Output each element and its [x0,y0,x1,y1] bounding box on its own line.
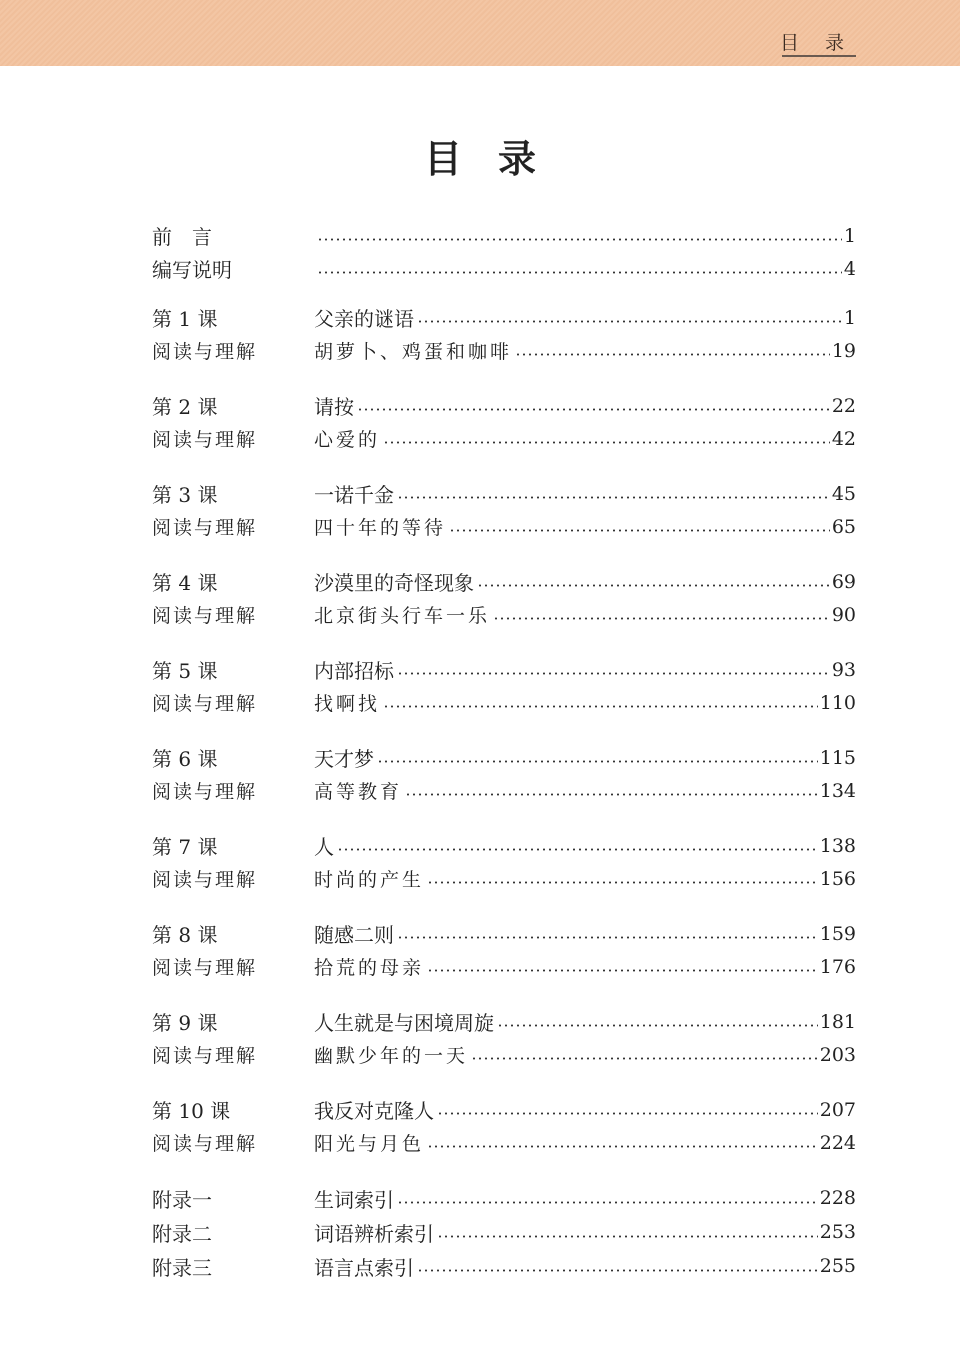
dot-leader [383,441,830,444]
entry-label: 阅读与理解 [152,869,258,891]
page-number: 1 [843,306,856,329]
toc-group [152,829,856,895]
entry-label: 第 3 课 [152,483,218,507]
toc-entry[interactable] [152,829,856,862]
dot-leader [383,705,818,708]
entry-label: 第 7 课 [152,835,218,859]
toc-group [152,565,856,631]
entry-line [314,513,856,540]
dot-leader [497,1024,818,1027]
dot-leader [317,238,842,241]
page-number: 207 [819,1098,856,1121]
entry-line [314,1184,856,1213]
page-number: 203 [819,1043,856,1066]
page-number: 4 [843,257,856,280]
page-number: 253 [819,1221,856,1243]
entry-line [314,689,856,716]
entry-line [314,1041,856,1068]
toc-entry[interactable] [152,1126,856,1159]
header-band [0,0,960,66]
table-of-contents [152,219,856,1283]
entry-title: 随感二则 [314,923,394,947]
page-number: 224 [819,1131,856,1154]
entry-label: 编写说明 [152,258,232,282]
page-number: 156 [819,867,856,890]
entry-line [314,601,856,628]
toc-entry[interactable] [152,219,856,252]
running-title: 目 录 [779,32,854,54]
toc-entry[interactable] [152,252,856,285]
toc-group [152,1181,856,1283]
dot-leader [397,1201,818,1204]
entry-line [314,337,856,364]
entry-label: 阅读与理解 [152,605,258,627]
page-number: 65 [831,515,856,538]
dot-leader [477,584,830,587]
entry-label: 阅读与理解 [152,693,258,715]
entry-label: 第 10 课 [152,1099,231,1123]
page-number: 176 [819,955,856,978]
page-number: 181 [819,1010,856,1033]
entry-title: 天才梦 [314,747,374,771]
dot-leader [337,848,818,851]
toc-entry[interactable] [152,510,856,543]
entry-label: 第 2 课 [152,395,218,419]
page-number: 110 [819,691,856,714]
entry-title: 生词索引 [314,1187,394,1212]
dot-leader [427,1145,818,1148]
dot-leader [437,1112,818,1115]
page-number: 228 [819,1187,856,1209]
toc-group [152,301,856,367]
page-number: 93 [831,658,856,681]
entry-line [314,777,856,804]
entry-label: 第 1 课 [152,307,218,331]
entry-line [314,567,856,596]
page-title: 目录 [423,137,572,181]
toc-entry[interactable] [152,1038,856,1071]
page-number: 90 [831,603,856,626]
page-number: 1 [843,224,856,247]
page-number: 159 [819,922,856,945]
toc-entry[interactable] [152,1005,856,1038]
entry-line [314,258,856,280]
entry-line [314,425,856,452]
entry-line [314,919,856,948]
toc-entry[interactable] [152,950,856,983]
dot-leader [397,672,830,675]
entry-title: 北京街头行车一乐 [314,605,491,627]
entry-label: 阅读与理解 [152,341,258,363]
entry-label: 第 8 课 [152,923,218,947]
entry-title: 幽默少年的一天 [314,1045,469,1067]
dot-leader [427,969,818,972]
toc-entry[interactable] [152,565,856,598]
entry-label: 第 4 课 [152,571,218,595]
toc-entry[interactable] [152,477,856,510]
page-number: 69 [831,570,856,593]
dot-leader [417,320,842,323]
entry-title: 一诺千金 [314,483,394,507]
page-number: 134 [819,779,856,802]
dot-leader [449,529,830,532]
toc-entry[interactable] [152,917,856,950]
page-number: 115 [819,746,856,769]
toc-group [152,917,856,983]
entry-label: 前 言 [152,225,212,249]
entry-title: 高等教育 [314,781,403,803]
toc-group [152,219,856,285]
toc-group [152,389,856,455]
toc-entry[interactable] [152,686,856,719]
page-number: 42 [831,427,856,450]
toc-group [152,477,856,543]
toc-group [152,653,856,719]
entry-label: 第 6 课 [152,747,218,771]
dot-leader [417,1269,818,1272]
entry-title: 沙漠里的奇怪现象 [314,571,474,595]
dot-leader [317,271,842,274]
entry-line [314,865,856,892]
entry-title: 时尚的产生 [314,869,425,891]
entry-title: 内部招标 [314,659,394,683]
entry-line [314,831,856,860]
dot-leader [515,353,830,356]
dot-leader [397,936,818,939]
entry-title: 拾荒的母亲 [314,957,425,979]
entry-title: 语言点索引 [314,1255,414,1280]
entry-title: 人生就是与困境周旋 [314,1011,494,1035]
entry-label: 阅读与理解 [152,1045,258,1067]
entry-label: 附录二 [152,1221,212,1246]
toc-group [152,1093,856,1159]
toc-entry[interactable] [152,1215,856,1249]
toc-entry[interactable] [152,741,856,774]
toc-entry[interactable] [152,1093,856,1126]
entry-line [314,1252,856,1281]
entry-title: 词语辨析索引 [314,1221,434,1246]
toc-entry[interactable] [152,1249,856,1283]
entry-line [314,303,856,332]
entry-label: 阅读与理解 [152,429,258,451]
entry-line [314,1129,856,1156]
entry-title: 人 [314,835,334,859]
toc-entry[interactable] [152,389,856,422]
dot-leader [397,496,830,499]
entry-label: 附录三 [152,1255,212,1280]
toc-group [152,741,856,807]
entry-line [314,1218,856,1247]
toc-entry[interactable] [152,862,856,895]
entry-title: 四十年的等待 [314,517,447,539]
page-number: 255 [819,1255,856,1277]
entry-line [314,743,856,772]
dot-leader [377,760,818,763]
entry-line [314,391,856,420]
entry-label: 第 9 课 [152,1011,218,1035]
dot-leader [427,881,818,884]
running-title-underline [782,55,856,57]
toc-entry[interactable] [152,653,856,686]
entry-line [314,655,856,684]
page-number: 138 [819,834,856,857]
dot-leader [437,1235,818,1238]
entry-title: 胡萝卜、鸡蛋和咖啡 [314,341,513,363]
entry-label: 阅读与理解 [152,517,258,539]
toc-group [152,1005,856,1071]
entry-label: 阅读与理解 [152,1133,258,1155]
toc-entry[interactable] [152,422,856,455]
entry-line [314,225,856,247]
entry-line [314,1095,856,1124]
entry-label: 阅读与理解 [152,781,258,803]
toc-entry[interactable] [152,1181,856,1215]
toc-entry[interactable] [152,598,856,631]
entry-line [314,1007,856,1036]
toc-entry[interactable] [152,334,856,367]
entry-title: 我反对克隆人 [314,1099,434,1123]
dot-leader [357,408,830,411]
entry-line [314,953,856,980]
entry-label: 第 5 课 [152,659,218,683]
toc-entry[interactable] [152,774,856,807]
page-number: 19 [831,339,856,362]
entry-title: 心爱的 [314,429,381,451]
dot-leader [471,1057,818,1060]
dot-leader [405,793,818,796]
entry-title: 阳光与月色 [314,1133,425,1155]
entry-line [314,479,856,508]
entry-title: 请按 [314,395,354,419]
toc-entry[interactable] [152,301,856,334]
page-number: 22 [831,394,856,417]
entry-label: 阅读与理解 [152,957,258,979]
page-number: 45 [831,482,856,505]
entry-title: 找啊找 [314,693,381,715]
entry-label: 附录一 [152,1187,212,1212]
entry-title: 父亲的谜语 [314,307,414,331]
dot-leader [493,617,830,620]
